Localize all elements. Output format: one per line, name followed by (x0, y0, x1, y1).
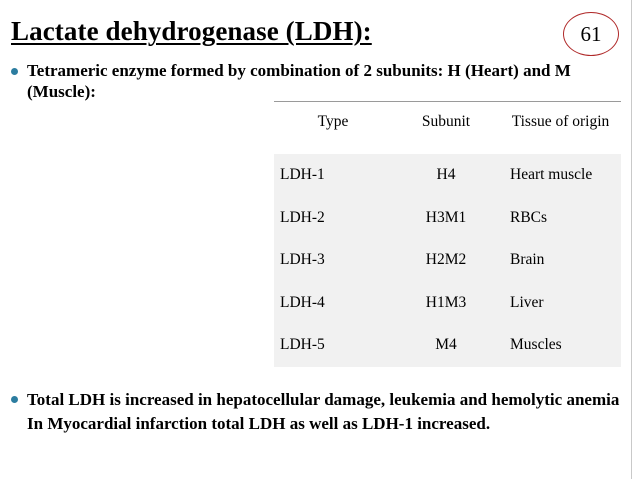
cell-subunit: M4 (435, 336, 457, 354)
cell-type: LDH-2 (280, 208, 325, 226)
table-body (274, 154, 621, 367)
table-row (274, 282, 621, 325)
cell-tissue: Liver (510, 293, 544, 311)
slide-title: Lactate dehydrogenase (LDH): (11, 16, 372, 46)
cell-subunit: H1M3 (425, 293, 467, 311)
cell-subunit: H4 (436, 166, 456, 184)
slide-border (631, 0, 632, 479)
page-number-badge: 61 (563, 12, 619, 56)
bullet-item-1 (11, 60, 601, 102)
cell-subunit: H2M2 (425, 251, 467, 269)
cell-type: LDH-1 (280, 166, 325, 184)
bullet-text: Total LDH is increased in hepatocellular damage, leukemia and hemolytic anemia In Myocardial infarction total LDH as well as LDH-1 increased. (27, 390, 620, 433)
bullet-text: Tetrameric enzyme formed by combination of 2 subunits: H (Heart) and M (Muscle): (27, 61, 571, 101)
table-row (274, 324, 621, 367)
cell-type: LDH-5 (280, 336, 325, 354)
table-row (274, 197, 621, 240)
cell-tissue: Heart muscle (510, 166, 593, 184)
bullet-item-2 (11, 388, 626, 435)
bullet-dot-icon (11, 396, 18, 403)
cell-type: LDH-3 (280, 251, 325, 269)
cell-type: LDH-4 (280, 293, 325, 311)
header-tissue: Tissue of origin (511, 113, 610, 130)
cell-tissue: Brain (510, 251, 545, 269)
cell-subunit: H3M1 (425, 208, 467, 226)
header-type: Type (317, 113, 349, 130)
header-subunit: Subunit (421, 113, 471, 130)
table-header (274, 102, 621, 154)
ldh-table (274, 101, 621, 367)
cell-tissue: RBCs (510, 208, 548, 226)
bullet-dot-icon (11, 68, 18, 75)
table-row (274, 239, 621, 282)
table-row (274, 154, 621, 197)
cell-tissue: Muscles (510, 336, 562, 354)
